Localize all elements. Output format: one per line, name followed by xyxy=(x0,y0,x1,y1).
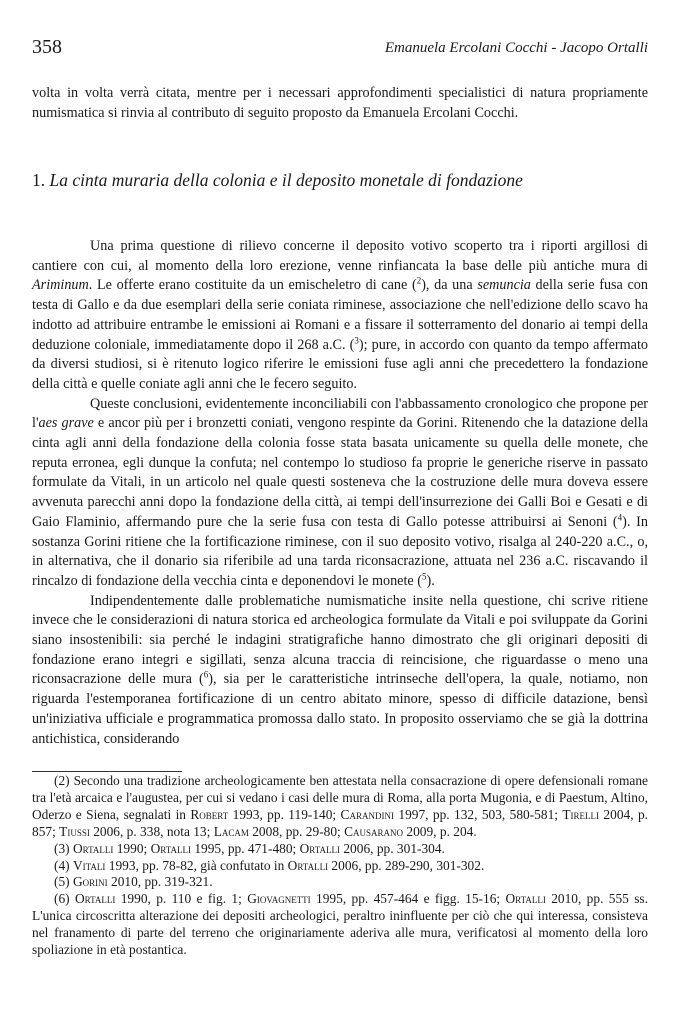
footnote-5 xyxy=(32,874,648,891)
author-name: Robert xyxy=(190,806,229,822)
text-run: Queste conclusioni, evidentemente inconciliabili con l'abbassamento cronologico che propone per l' xyxy=(32,395,648,432)
footnote-number: (3) xyxy=(54,840,70,856)
footnote-number: (4) xyxy=(54,857,70,873)
text-run: Secondo una tradizione archeologicamente ben attestata nella consacrazione di opere defensionali romane tra l'età arcaica e l'augustea, per cui si vedano i casi delle mura di Roma, alla porta Mugonia, e di Paestum, Altino, Oderzo e Siena, segnalati in xyxy=(32,773,648,822)
text-run: 2010, pp. 319-321. xyxy=(107,874,213,890)
author-name: Ortalli xyxy=(72,840,114,856)
footnote-number: (2) xyxy=(54,773,70,788)
footnote-ref: 4 xyxy=(617,512,623,523)
text-run: 2004, p. 857; xyxy=(32,806,648,839)
text-run: ); pure, in accordo con quanto da tempo affermato da diversi studiosi, si è ritenuto logico riferire le emissioni fuse agli anni che precedettero la fondazione della città e quelle coniate agli anni che le fecero seguito. xyxy=(32,336,649,392)
text-run: 1995, pp. 457-464 e figg. 15-16; xyxy=(310,891,506,907)
italic-term: semuncia xyxy=(477,277,531,294)
text-run: 2006, pp. 289-290, 301-302. xyxy=(328,857,485,873)
text-run: 2009, p. 204. xyxy=(403,823,477,839)
author-name: Carandini xyxy=(340,806,394,822)
footnote-number: (6) xyxy=(54,891,70,907)
footnote-number: (5) xyxy=(54,874,70,890)
text-run: 1993, pp. 119-140; xyxy=(228,806,341,822)
section-heading xyxy=(32,170,648,191)
author-name: Ortalli xyxy=(150,840,191,856)
paragraph-2 xyxy=(32,395,648,592)
footnote-ref: 2 xyxy=(416,275,422,286)
text-run: ). In sostanza Gorini ritiene che la fortificazione riminese, con il suo deposito votivo, risalga al 240-220 a.C., o, in alternativa, che il donario sia riferibile ad una tarda riconsacrazione, attuata nel 236 a.C. riscavando il rincalzo di fondazione della vecchia cinta e deponendovi le monete ( xyxy=(32,513,648,589)
text-run: ), da una xyxy=(421,277,478,294)
author-name: Giovagnetti xyxy=(247,891,311,907)
footnote-3 xyxy=(32,841,648,858)
text-run: della serie fusa con testa di Gallo e da due esemplari della serie coniata riminese, associazione che nell'edizione dello scavo ha indotto ad attribuire entrambe le emissioni ai Romani e a fissare il sotterramento del donario ai tempi della deduzione coloniale, immediatamente dopo il 268 a.C. ( xyxy=(32,277,648,353)
text-run: Una prima questione di rilievo concerne il deposito votivo scoperto tra i riporti argillosi di cantiere con cui, al momento della loro erezione, venne rinfiancata la base delle più antiche mura di xyxy=(32,238,648,274)
author-name: Tirelli xyxy=(562,806,600,822)
author-name: Causarano xyxy=(344,823,404,839)
text-run: e ancor più per i bronzetti coniati, vengono respinte da Gorini. Ritenendo che la datazione della cinta agli anni della fondazione della colonia fosse stata basata unicamente su quella delle monete, che reputa erronea, egli dunque la confuta; nel contempo lo studioso fa proprie le generiche riserve in passato formulate da Vitali, in un articolo nel quale questi sosteneva che la costruzione delle mura doveva essere avvenuta parecchi anni dopo la fondazione della città, ai tempi dell'insurrezione dei Galli Boi e Gesati e di Gaio Flaminio, affermando pure che la serie fusa con testa di Gallo potesse attribuirsi ai Senoni ( xyxy=(32,415,648,530)
text-run: 1995, pp. 471-480; xyxy=(191,840,300,856)
author-name: Ortalli xyxy=(74,891,116,907)
footnote-6 xyxy=(32,891,648,959)
text-run: 1993, pp. 78-82, già confutato in xyxy=(105,857,288,873)
text-run: . Le offerte erano costituite da un emischeletro di cane ( xyxy=(88,277,417,294)
section-title: La cinta muraria della colonia e il deposito monetale di fondazione xyxy=(49,170,523,190)
text-run: 1990, p. 110 e fig. 1; xyxy=(115,891,248,907)
page-number: 358 xyxy=(32,36,62,58)
footnotes xyxy=(32,773,648,959)
italic-term: aes grave xyxy=(38,415,94,432)
paragraph-3 xyxy=(32,592,648,750)
text-run: ), sia per le caratteristiche intrinseche dell'opera, la quale, notiamo, non riguarda l'estemporanea fortificazione di un centro abitato minore, spesso di difficile datazione, bensì un'iniziativa ufficiale e programmatica promossa dallo stato. In proposito osserviamo che se già la dottrina antichistica, considerando xyxy=(32,671,648,747)
footnote-ref: 6 xyxy=(203,669,209,680)
page-header xyxy=(32,36,648,60)
running-head: Emanuela Ercolani Cocchi - Jacopo Ortalli xyxy=(384,40,648,56)
author-name: Ortalli xyxy=(299,840,341,856)
author-name: Ortalli xyxy=(287,857,329,873)
text-run: ). xyxy=(426,572,435,589)
author-name: Vitali xyxy=(72,857,106,873)
section-number: 1. xyxy=(32,170,46,190)
text-run: 2010, pp. 555 ss. L'unica circoscritta alterazione dei depositi archeologici, peraltro ininfluente per ciò che qui interessa, consisteva nel franamento di parte del terreno che originariamente aderiva alle mura, verificatosi al momento della loro spoliazione in età postantica. xyxy=(32,891,648,958)
intro-paragraph: volta in volta verrà citata, mentre per i necessari approfondimenti specialistici di natura propriamente numismatica si rinvia al contributo di seguito proposto da Emanuela Ercolani Cocchi. xyxy=(32,85,648,121)
footnote-2 xyxy=(32,773,648,841)
text-run: 2006, p. 338, nota 13; xyxy=(89,823,214,839)
author-name: Lacam xyxy=(213,823,249,839)
text-run: 2008, pp. 29-80; xyxy=(248,823,345,839)
footnote-divider xyxy=(32,771,182,772)
footnote-ref: 3 xyxy=(354,334,359,345)
footnote-ref: 5 xyxy=(421,571,427,582)
text-run: 1990; xyxy=(113,840,151,856)
main-text xyxy=(32,237,648,749)
author-name: Tiussi xyxy=(59,823,90,839)
author-name: Gorini xyxy=(72,874,108,890)
italic-term: Ariminum xyxy=(32,277,89,294)
text-run: 2006, pp. 301-304. xyxy=(340,840,445,856)
text-run: Indipendentemente dalle problematiche numismatiche insite nella questione, chi scrive ritiene invece che le considerazioni di natura storica ed archeologica formulate da Vitali e poi sviluppate da Gorini siano insostenibili: sia perché le indagini stratigrafiche hanno dimostrato che gli originari depositi di fondazione erano integri e sigillati, senza alcuna traccia di reincisione, che riguardasse o meno una riconsacrazione delle mura ( xyxy=(32,592,648,688)
paragraph-1 xyxy=(32,237,648,395)
author-name: Ortalli xyxy=(505,891,546,907)
footnote-4 xyxy=(32,858,648,875)
text-run: 1997, pp. 132, 503, 580-581; xyxy=(393,806,563,822)
